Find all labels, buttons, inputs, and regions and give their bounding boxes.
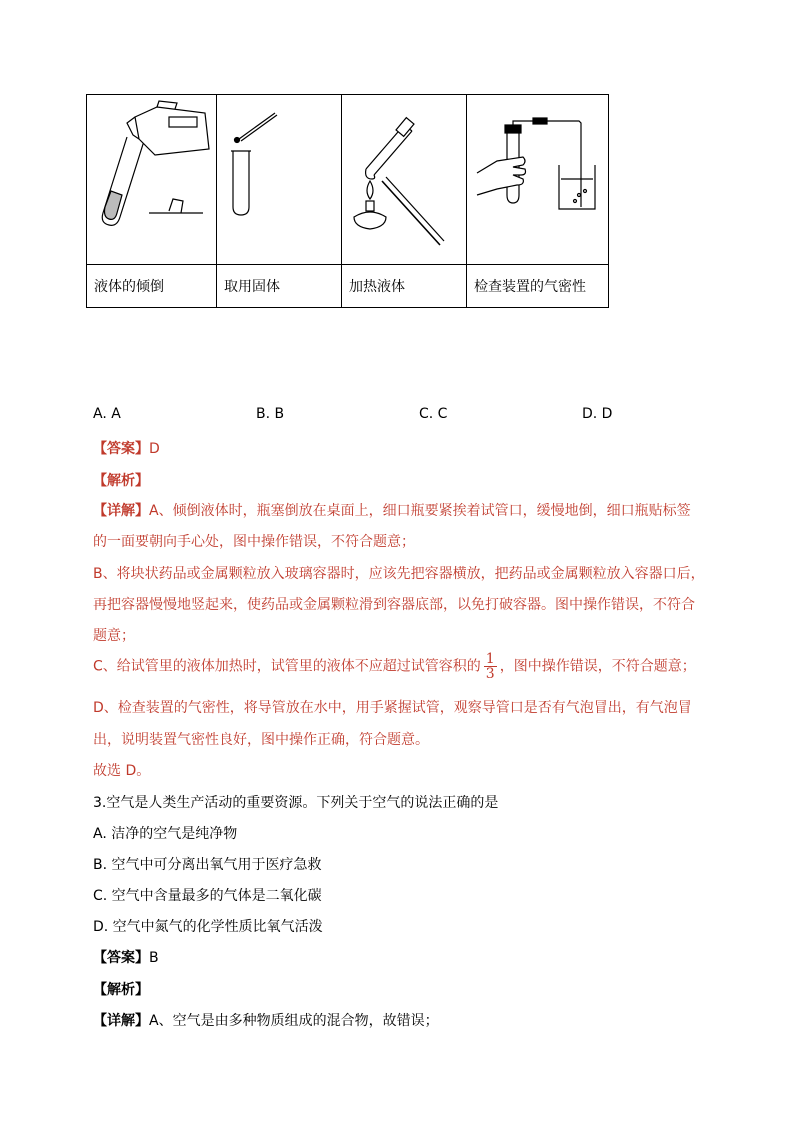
heat-liquid-image (342, 95, 466, 260)
q2-answer (93, 438, 160, 458)
detail-text-c: C、给试管里的液体加热时，试管里的液体不应超过试管容积的 (93, 658, 481, 675)
pour-liquid-image (87, 95, 216, 260)
q2-option-d: D. D (582, 406, 613, 422)
fraction-numerator: 1 (485, 651, 495, 667)
take-solid-figure (217, 95, 342, 265)
heat-liquid-figure (342, 95, 467, 265)
fraction-denominator: 3 (485, 666, 495, 682)
detail-text: A、倾倒液体时，瓶塞倒放在桌面上，细口瓶要紧挨着试管口，缓慢地倒，细口瓶贴标签 (149, 503, 691, 519)
q3-option-b: B. 空气中可分离出氧气用于医疗急救 (93, 857, 322, 873)
detail-tag: 【详解】 (93, 503, 149, 519)
q2-detail-line-4: 再把容器慢慢地竖起来，使药品或金属颗粒滑到容器底部，以免打破容器。图中操作错误，不符合 (93, 597, 695, 613)
experiment-table (86, 94, 609, 308)
label-airtight-check: 检查装置的气密性 (467, 265, 609, 308)
q3-detail (93, 1010, 439, 1030)
q2-option-a: A. A (93, 406, 121, 422)
airtight-check-figure (467, 95, 609, 265)
fraction-one-third (484, 652, 497, 681)
q3-stem: 3.空气是人类生产活动的重要资源。下列关于空气的说法正确的是 (93, 795, 499, 811)
answer-value: B (149, 950, 159, 966)
q2-detail-line-2: 的一面要朝向手心处，图中操作错误，不符合题意； (93, 534, 415, 550)
answer-value: D (149, 441, 160, 457)
answer-tag: 【答案】 (93, 950, 149, 966)
q2-detail-line-6 (93, 652, 696, 681)
q2-detail-line-3: B、将块状药品或金属颗粒放入玻璃容器时，应该先把容器横放，把药品或金属颗粒放入容器口后， (93, 566, 705, 582)
detail-tag: 【详解】 (93, 1013, 149, 1029)
q2-option-b: B. B (256, 406, 285, 422)
q2-detail-line-5: 题意； (93, 628, 135, 644)
q3-answer (93, 947, 159, 967)
take-solid-image (217, 95, 341, 260)
pour-liquid-figure (87, 95, 217, 265)
label-take-solid: 取用固体 (217, 265, 342, 308)
q2-detail-line-1 (93, 500, 691, 520)
q3-option-c: C. 空气中含量最多的气体是二氧化碳 (93, 888, 322, 904)
q3-option-a: A. 洁净的空气是纯净物 (93, 826, 238, 842)
q3-option-d: D. 空气中氮气的化学性质比氧气活泼 (93, 919, 323, 935)
q2-detail-line-8: 出，说明装置气密性良好，图中操作正确，符合题意。 (93, 732, 429, 748)
q2-conclusion: 故选 D。 (93, 763, 151, 779)
q2-analysis-tag: 【解析】 (93, 473, 149, 489)
detail-text: A、空气是由多种物质组成的混合物，故错误； (149, 1013, 439, 1029)
q3-analysis-tag: 【解析】 (93, 982, 149, 998)
q2-option-c: C. C (419, 406, 448, 422)
label-pour-liquid: 液体的倾倒 (87, 265, 217, 308)
label-heat-liquid: 加热液体 (342, 265, 467, 308)
q2-detail-line-7: D、检查装置的气密性，将导管放在水中，用手紧握试管，观察导管口是否有气泡冒出，有气泡冒 (93, 700, 692, 716)
airtight-check-image (467, 95, 608, 260)
detail-text-c-end: ，图中操作错误，不符合题意； (499, 658, 696, 675)
answer-tag: 【答案】 (93, 441, 149, 457)
